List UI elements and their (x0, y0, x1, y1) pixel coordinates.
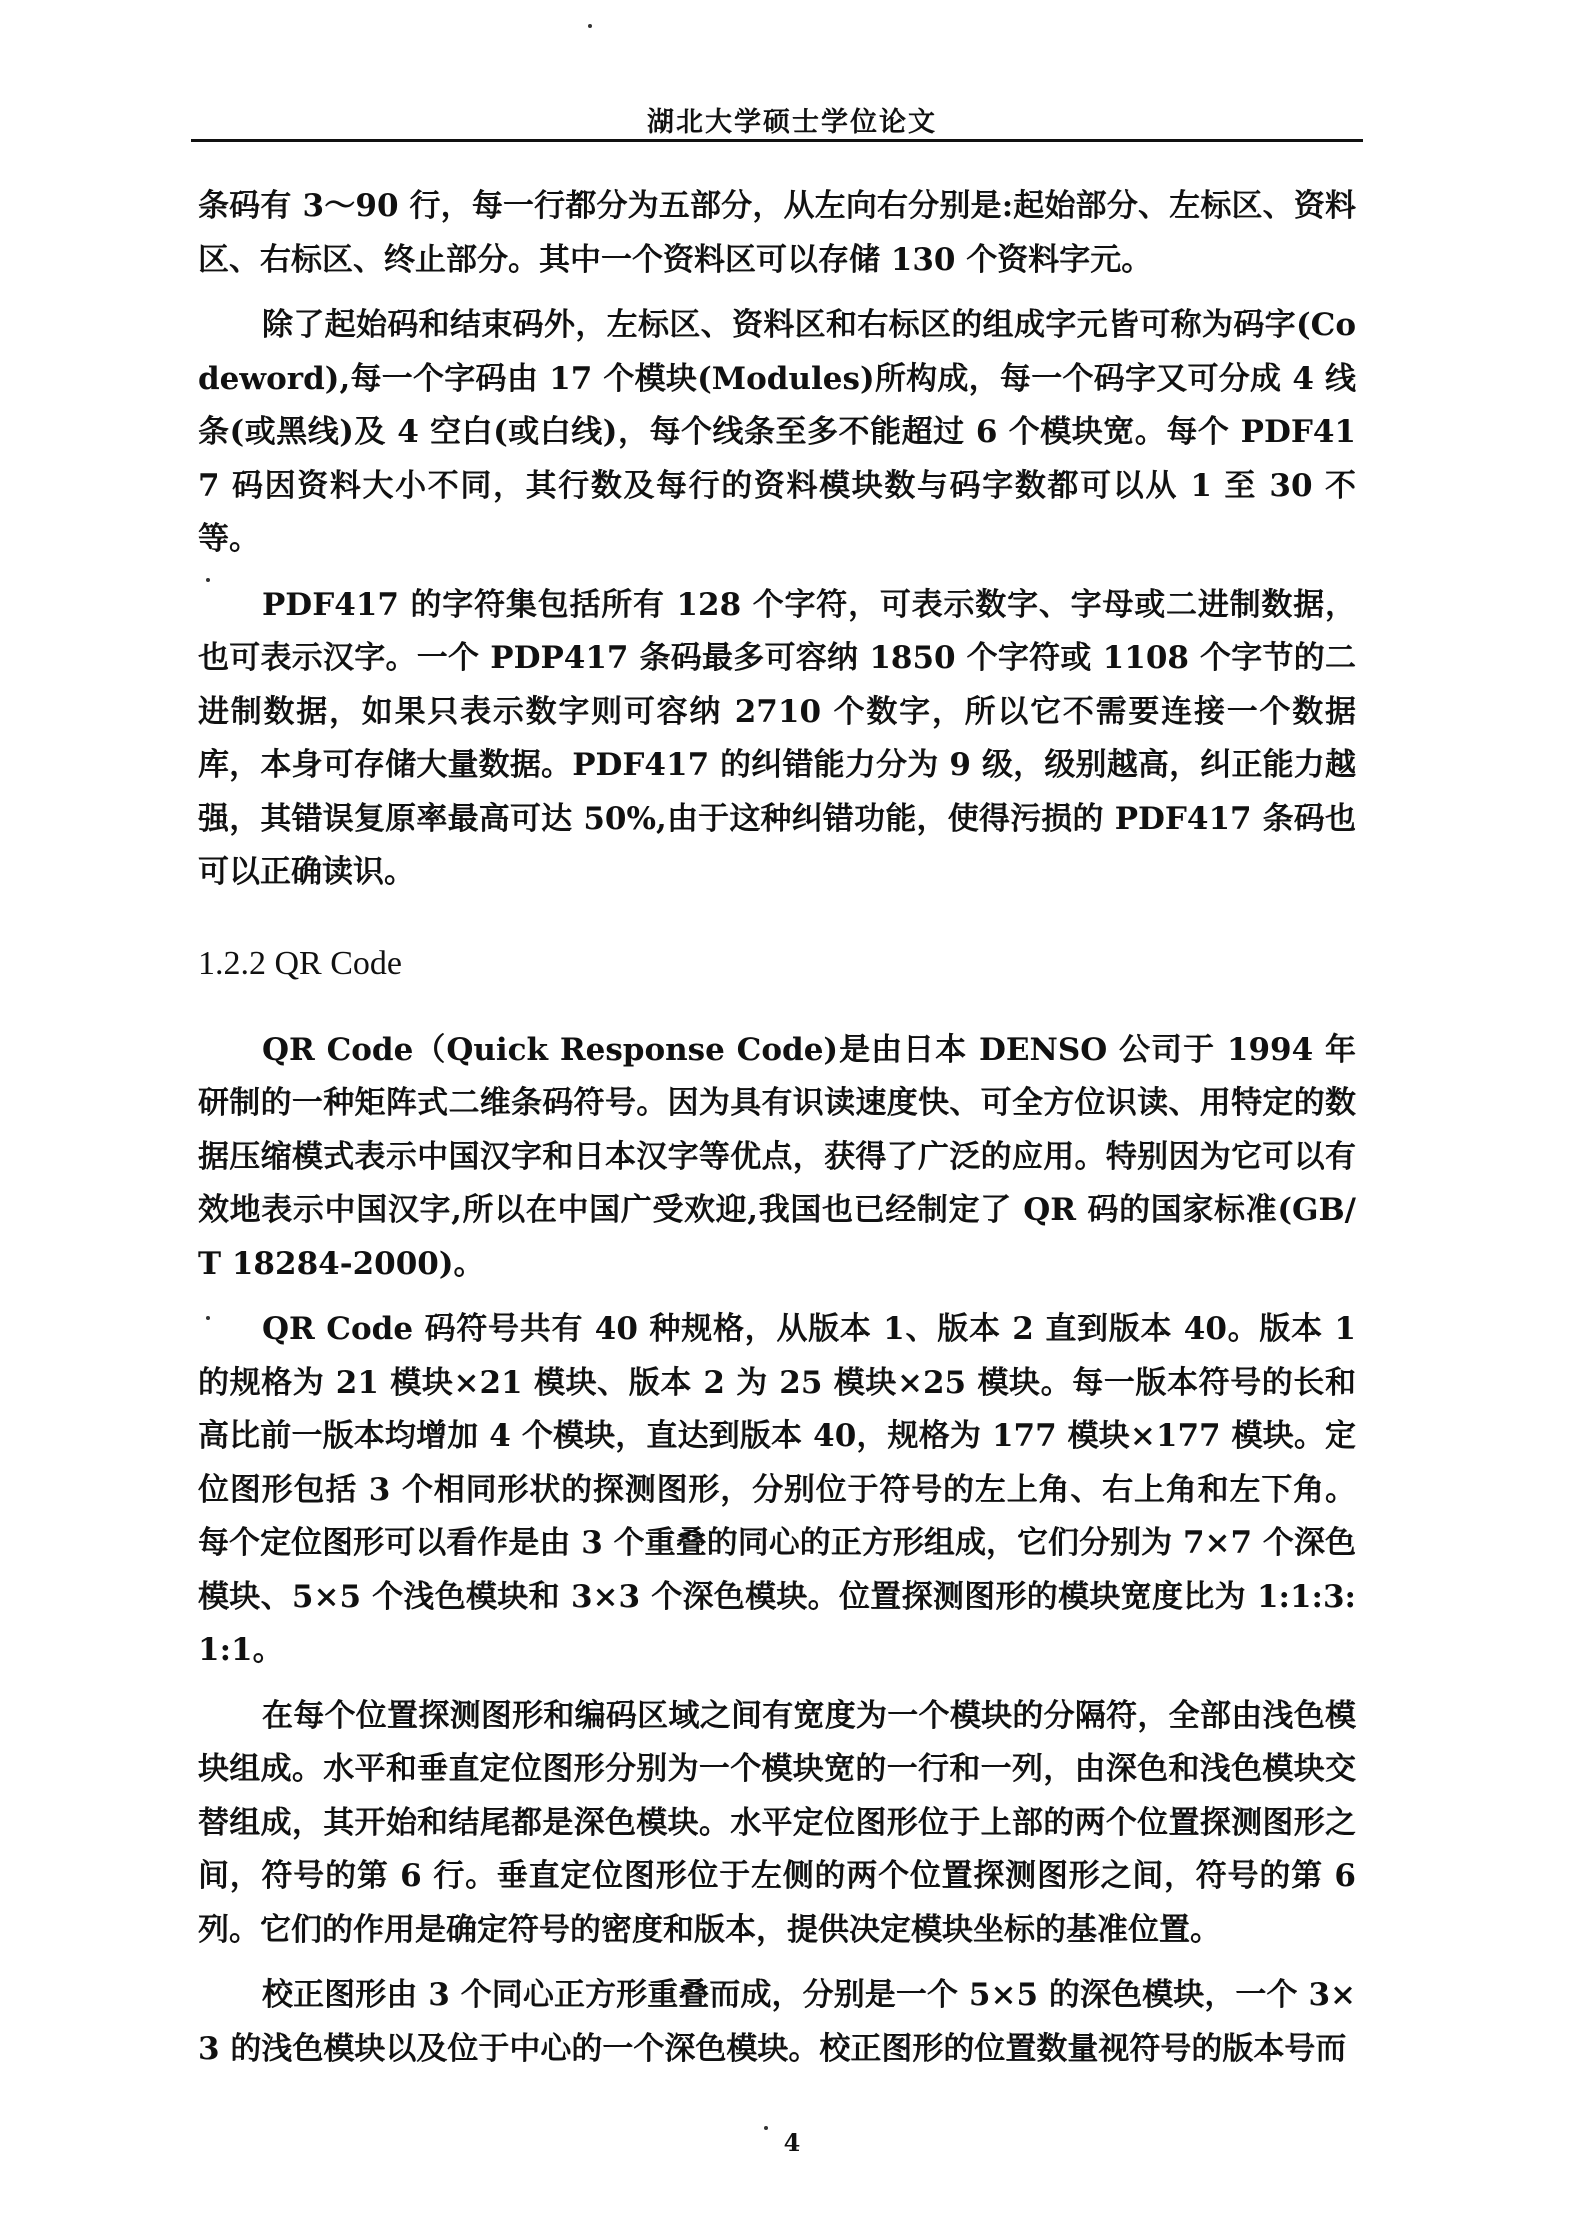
scan-speck (206, 1316, 210, 1320)
scan-speck (588, 24, 592, 28)
body-paragraph-6: 在每个位置探测图形和编码区域之间有宽度为一个模块的分隔符，全部由浅色模块组成。水平和垂直定位图形分别为一个模块宽的一行和一列，由深色和浅色模块交替组成，其开始和结尾都是深色模块。水平定位图形位于上部的两个位置探测图形之间，符号的第 6 行。垂直定位图形位于左侧的两个位置探测图形之间，符号的第 6 列。它们的作用是确定符号的密度和版本，提供决定模块坐标的基准位置。 (198, 1697, 1356, 1948)
body-paragraph-2: 除了起始码和结束码外，左标区、资料区和右标区的组成字元皆可称为码字(Codeword),每一个字码由 17 个模块(Modules)所构成，每一个码字又可分成 4 线条(或黑线)及 4 空白(或白线)，每个线条至多不能超过 6 个模块宽。每个 PDF417 码因资料大小不同，其行数及每行的资料模块数与码字数都可以从 1 至 30 不等。 (198, 307, 1356, 557)
body-paragraph-3: PDF417 的字符集包括所有 128 个字符，可表示数字、字母或二进制数据，也可表示汉字。一个 PDP417 条码最多可容纳 1850 个字符或 1108 个字节的二进制数据，如果只表示数字则可容纳 2710 个数字，所以它不需要连接一个数据库，本身可存储大量数据。PDF417 的纠错能力分为 9 级，级别越高，纠正能力越强，其错误复原率最高可达 50%,由于这种纠错功能，使得污损的 PDF417 条码也可以正确读识。 (198, 586, 1356, 890)
body-paragraph-1: 条码有 3～90 行，每一行都分为五部分，从左向右分别是:起始部分、左标区、资料区、右标区、终止部分。其中一个资料区可以存储 130 个资料字元。 (198, 188, 1356, 278)
scan-speck (764, 2126, 768, 2130)
running-header-title: 湖北大学硕士学位论文 (647, 107, 937, 138)
page-number: 4 (783, 2128, 801, 2157)
body-paragraph-7: 校正图形由 3 个同心正方形重叠而成，分别是一个 5×5 的深色模块，一个 3×3 的浅色模块以及位于中心的一个深色模块。校正图形的位置数量视符号的版本号而 (198, 1977, 1356, 2067)
header-divider (191, 139, 1363, 142)
body-paragraph-4: QR Code（Quick Response Code)是由日本 DENSO 公司于 1994 年研制的一种矩阵式二维条码符号。因为具有识读速度快、可全方位识读、用特定的数据压缩模式表示中国汉字和日本汉字等优点，获得了广泛的应用。特别因为它可以有效地表示中国汉字,所以在中国广受欢迎,我国也已经制定了 QR 码的国家标准(GB/T 18284-2000)。 (198, 1031, 1356, 1282)
page-body (198, 180, 1356, 2088)
section-heading: 1.2.2 QR Code (198, 944, 402, 982)
body-paragraph-5: QR Code 码符号共有 40 种规格，从版本 1、版本 2 直到版本 40。版本 1 的规格为 21 模块×21 模块、版本 2 为 25 模块×25 模块。每一版本符号的长和高比前一版本均增加 4 个模块，直达到版本 40，规格为 177 模块×177 模块。定位图形包括 3 个相同形状的探测图形，分别位于符号的左上角、右上角和左下角。每个定位图形可以看作是由 3 个重叠的同心的正方形组成，它们分别为 7×7 个深色模块、5×5 个浅色模块和 3×3 个深色模块。位置探测图形的模块宽度比为 1:1:3:1:1。 (198, 1311, 1356, 1668)
scan-speck (206, 578, 210, 582)
